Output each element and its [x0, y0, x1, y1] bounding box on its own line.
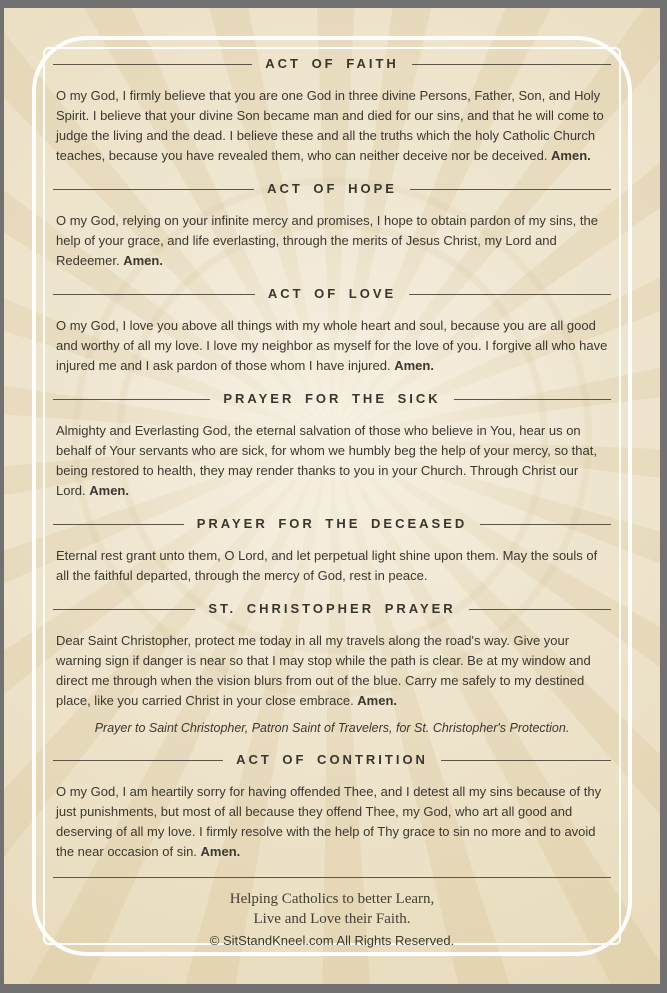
- section-act-of-love: [53, 286, 611, 376]
- prayer-body: O my God, relying on your infinite mercy and promises, I hope to obtain pardon of my sins, the help of your grace, and life everlasting, through the merits of Jesus Christ, my Lord and Redeemer.: [56, 213, 598, 268]
- heading-rule-left: [53, 64, 252, 65]
- amen-text: Amen.: [89, 483, 129, 498]
- heading-rule-left: [53, 609, 195, 610]
- footer: [53, 889, 611, 950]
- section-heading-row: [53, 286, 611, 302]
- prayer-text: [56, 546, 608, 586]
- section-heading-row: [53, 391, 611, 407]
- prayer-body: O my God, I love you above all things with my whole heart and soul, because you are all good and worthy of all my love. I love my neighbor as myself for the love of you. I forgive all who have injured me and I ask pardon of those whom I have injured.: [56, 318, 608, 373]
- prayer-body: Dear Saint Christopher, protect me today in all my travels along the road's way. Give your warning sign if danger is near so that I may stop while the path is clear. Be at my window and direct me through when the vision blurs from out of the blue. Carry me safely to my destined place, like you carried Christ in your close embrace.: [56, 633, 591, 708]
- heading-rule-left: [53, 189, 254, 190]
- section-heading: PRAYER FOR THE SICK: [223, 391, 441, 406]
- prayer-text: [56, 421, 608, 501]
- prayer-text: [56, 782, 608, 862]
- amen-text: Amen.: [357, 693, 398, 708]
- amen-text: Amen.: [200, 844, 241, 859]
- prayer-body: Eternal rest grant unto them, O Lord, and let perpetual light shine upon them. May the souls of all the faithful departed, through the mercy of God, rest in peace.: [56, 548, 598, 583]
- heading-rule-left: [53, 760, 223, 761]
- prayer-text: [56, 86, 608, 166]
- prayer-text: [56, 316, 608, 376]
- prayer-body: Almighty and Everlasting God, the eternal salvation of those who believe in You, hear us on behalf of Your servants who are sick, for whom we humbly beg the help of your mercy, so that, being restored to health, they may render thanks to you in your Church. Through Christ our Lord.: [56, 423, 597, 498]
- section-st-christopher-prayer: [53, 601, 611, 737]
- section-heading-row: [53, 181, 611, 197]
- heading-rule-right: [410, 189, 611, 190]
- section-heading: ST. CHRISTOPHER PRAYER: [208, 601, 456, 616]
- section-act-of-contrition: [53, 752, 611, 862]
- section-heading-row: [53, 56, 611, 72]
- footer-tagline-line2: Live and Love their Faith.: [253, 911, 411, 927]
- prayer-card: [4, 8, 660, 984]
- section-heading: ACT OF CONTRITION: [236, 752, 428, 767]
- heading-rule-right: [469, 609, 611, 610]
- heading-rule-right: [480, 524, 611, 525]
- section-heading: ACT OF LOVE: [267, 286, 397, 301]
- footer-tagline-line1: Helping Catholics to better Learn,: [229, 891, 435, 907]
- section-act-of-hope: [53, 181, 611, 271]
- heading-rule-right: [454, 399, 611, 400]
- divider-rule: [53, 877, 611, 878]
- section-heading-row: [53, 516, 611, 532]
- section-heading-row: [53, 752, 611, 768]
- copyright-text: © SitStandKneel.com All Rights Reserved.: [209, 933, 455, 948]
- heading-rule-left: [53, 294, 255, 295]
- attribution-note: Prayer to Saint Christopher, Patron Saint of Travelers, for St. Christopher's Protection.: [94, 721, 570, 735]
- prayer-text: [56, 631, 608, 711]
- card-content: [4, 8, 660, 950]
- prayer-text: [56, 211, 608, 271]
- heading-rule-right: [412, 64, 611, 65]
- section-prayer-for-the-sick: [53, 391, 611, 501]
- prayer-body: O my God, I am heartily sorry for having offended Thee, and I detest all my sins because of thy just punishments, but most of all because they offend Thee, my God, who art all good and deserving of all my love. I firmly resolve with the help of Thy grace to sin no more and to avoid the near occasion of sin.: [56, 784, 602, 859]
- section-heading: ACT OF FAITH: [265, 56, 399, 71]
- amen-text: Amen.: [123, 253, 163, 268]
- section-prayer-for-the-deceased: [53, 516, 611, 586]
- section-act-of-faith: [53, 56, 611, 166]
- heading-rule-right: [441, 760, 611, 761]
- prayer-body: O my God, I firmly believe that you are one God in three divine Persons, Father, Son, and Holy Spirit. I believe that your divine Son became man and died for our sins, and that he will come to judge the living and the dead. I believe these and all the truths which the holy Catholic Church teaches, because you have revealed them, who can neither deceive nor be deceived.: [56, 88, 604, 163]
- amen-text: Amen.: [551, 148, 591, 163]
- heading-rule-left: [53, 524, 184, 525]
- section-heading: ACT OF HOPE: [267, 181, 397, 196]
- amen-text: Amen.: [394, 358, 434, 373]
- section-heading-row: [53, 601, 611, 617]
- section-heading: PRAYER FOR THE DECEASED: [196, 516, 468, 531]
- heading-rule-left: [53, 399, 210, 400]
- heading-rule-right: [409, 294, 611, 295]
